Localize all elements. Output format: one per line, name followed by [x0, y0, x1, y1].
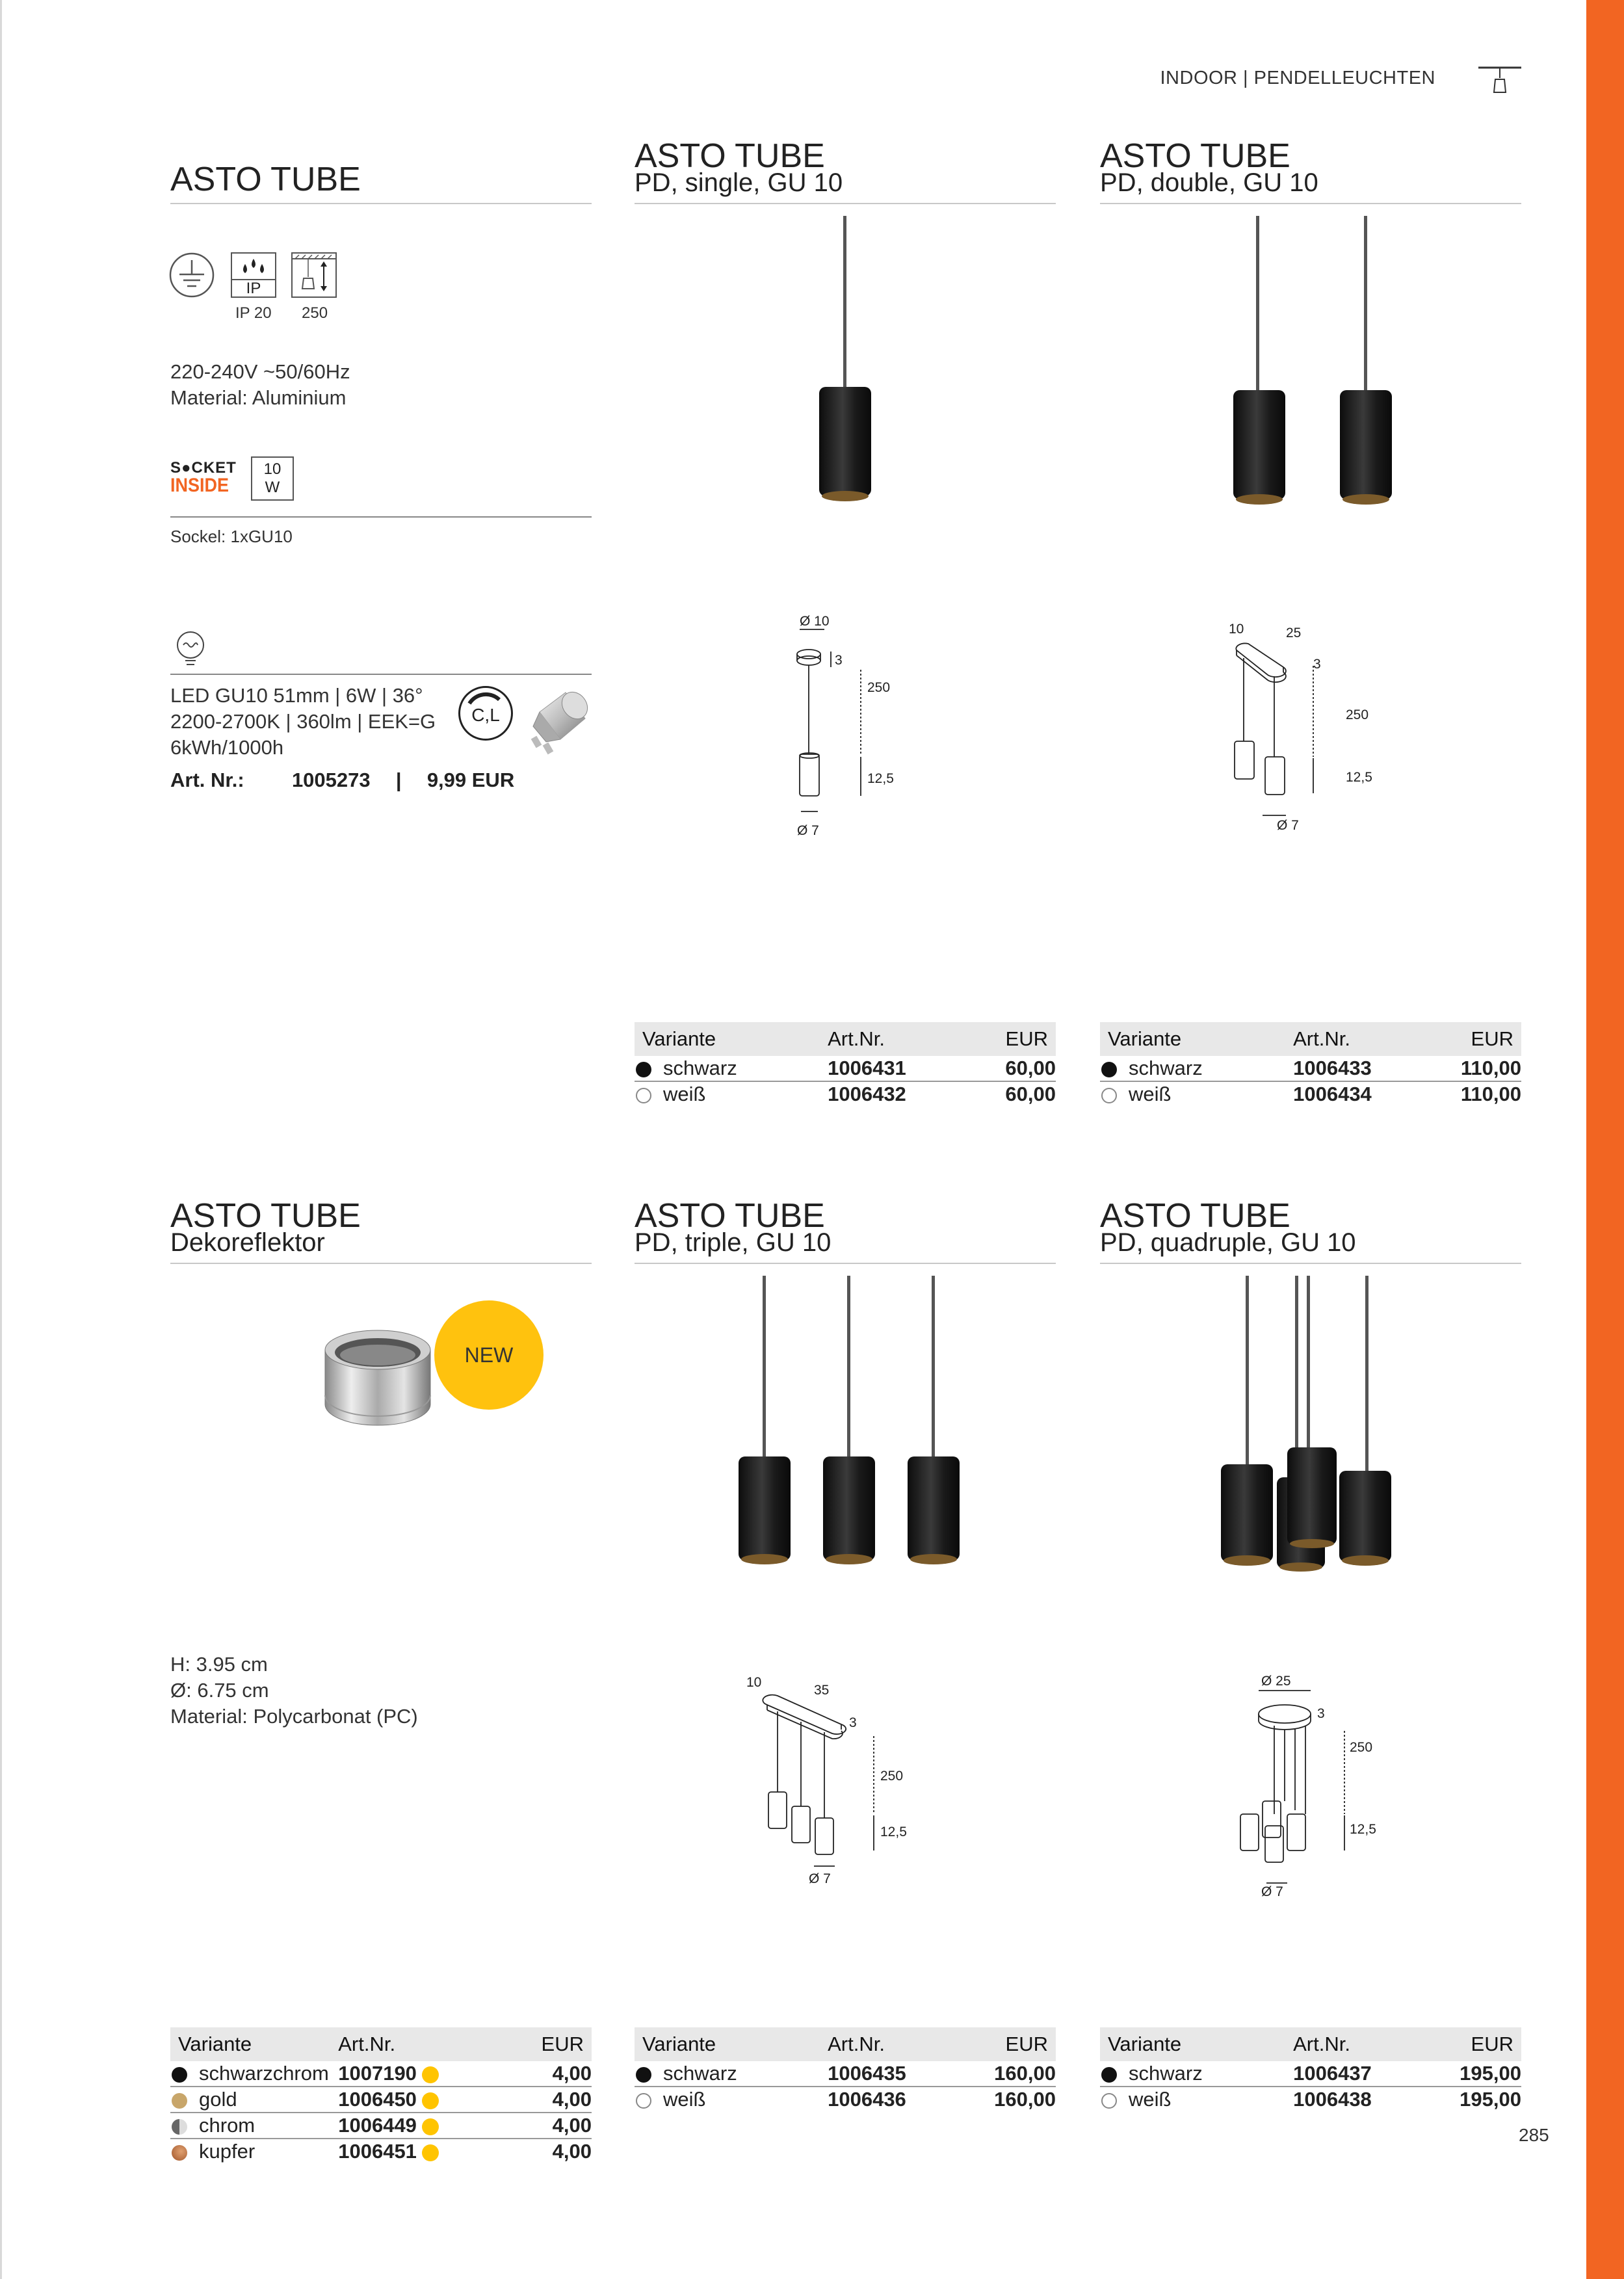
pendant-single-photo	[813, 215, 878, 507]
art-price: 9,99 EUR	[426, 769, 515, 791]
divider	[170, 516, 592, 518]
ip-label: IP	[232, 279, 275, 297]
new-marker	[422, 2118, 439, 2135]
ip-rating-icon	[231, 252, 276, 298]
socket-logo-bottom: INSIDE	[170, 475, 229, 496]
divider	[1100, 203, 1521, 204]
socket-watt-top: 10	[263, 460, 282, 478]
col-eur: EUR	[1412, 2027, 1522, 2061]
divider	[170, 1263, 592, 1264]
socket-logo-top: S●CKET	[170, 459, 237, 477]
spec-material: Material: Polycarbonat (PC)	[170, 1705, 418, 1728]
art-number: 1006436	[828, 2088, 906, 2111]
deko-subtitle: Dekoreflektor	[170, 1228, 325, 1257]
single-variant-table	[635, 1022, 1056, 1107]
deko-variant-table	[170, 2027, 592, 2164]
col-variante: Variante	[635, 1022, 820, 1056]
single-dimension-drawing	[780, 605, 910, 839]
col-artnr: Art.Nr.	[1285, 1022, 1411, 1056]
col-eur: EUR	[947, 1022, 1056, 1056]
divider	[170, 203, 592, 204]
lamp-article-row	[170, 767, 514, 793]
color-swatch	[636, 2067, 651, 2083]
new-marker	[422, 2092, 439, 2109]
lamp-spec-line: 2200-2700K | 360lm | EEK=G	[170, 710, 436, 733]
col-eur: EUR	[1412, 1022, 1522, 1056]
dim-d-top: Ø 10	[800, 614, 830, 629]
price: 4,00	[490, 2113, 592, 2139]
table-row	[635, 1081, 1056, 1107]
dim-d-top: Ø 25	[1261, 1674, 1291, 1689]
deko-specs	[170, 1652, 418, 1730]
color-swatch	[1101, 1062, 1117, 1077]
dim-length: 250	[867, 680, 891, 695]
art-number: 1006435	[820, 2061, 946, 2087]
price: 160,00	[947, 2061, 1056, 2087]
dim-length: 250	[1350, 1740, 1373, 1755]
quadruple-subtitle: PD, quadruple, GU 10	[1100, 1228, 1356, 1257]
variant-name: gold	[199, 2088, 237, 2111]
col-artnr: Art.Nr.	[820, 1022, 946, 1056]
price: 4,00	[552, 2140, 592, 2163]
dekoreflektor-photo	[316, 1324, 439, 1447]
cable-length-icon	[291, 252, 337, 298]
price: 60,00	[1005, 1083, 1056, 1105]
dim-h-canopy: 3	[835, 653, 843, 668]
art-separator: |	[395, 769, 402, 791]
page-number: 285	[1519, 2125, 1549, 2145]
col-variante: Variante	[170, 2027, 330, 2061]
col-artnr: Art.Nr.	[1285, 2027, 1411, 2061]
pendant-quadruple-photo	[1216, 1274, 1404, 1574]
single-subtitle: PD, single, GU 10	[635, 168, 843, 197]
intro-specs	[170, 359, 350, 411]
art-number: 1007190	[338, 2062, 417, 2085]
art-number: 1006433	[1285, 1056, 1411, 1081]
variant-name: schwarz	[1129, 2062, 1203, 2085]
col-eur: EUR	[490, 2027, 592, 2061]
variant-name: schwarz	[663, 2062, 737, 2085]
socket-watt-box	[251, 456, 294, 501]
art-number: 1005273	[291, 769, 371, 791]
dim-d-head: Ø 7	[797, 823, 819, 838]
dim-h-head: 12,5	[880, 1825, 907, 1839]
divider	[170, 674, 592, 675]
pendant-triple-photo	[735, 1274, 962, 1567]
pendant-double-photo	[1222, 215, 1398, 507]
divider	[635, 203, 1056, 204]
art-number: 1006437	[1285, 2061, 1411, 2087]
table-row	[635, 2061, 1056, 2087]
dim-h-head: 12,5	[1350, 1822, 1376, 1837]
socket-watt-bottom: W	[265, 479, 280, 496]
variant-name: chrom	[199, 2114, 255, 2137]
color-swatch	[636, 1088, 651, 1103]
dim-h-head: 12,5	[867, 771, 894, 786]
color-swatch	[1101, 2067, 1117, 2083]
dim-h-canopy: 3	[1317, 1706, 1325, 1721]
price: 110,00	[1460, 1083, 1521, 1105]
dimmable-icon	[458, 686, 513, 741]
quadruple-title: ASTO TUBE	[1100, 1197, 1290, 1235]
col-eur: EUR	[947, 2027, 1056, 2061]
pendant-lamp-icon	[1477, 64, 1523, 103]
color-swatch	[172, 2119, 187, 2135]
lamp-specs	[170, 683, 436, 761]
dim-length: 250	[880, 1769, 904, 1784]
table-row	[170, 2087, 592, 2113]
socket-text: Sockel: 1xGU10	[170, 527, 293, 546]
art-number: 1006432	[828, 1083, 906, 1105]
color-swatch	[636, 1062, 651, 1077]
ip-value: IP 20	[235, 304, 272, 322]
table-row	[1100, 1056, 1521, 1081]
price: 60,00	[947, 1056, 1056, 1081]
dim-a: 10	[746, 1675, 762, 1690]
color-swatch	[172, 2067, 187, 2083]
socket-inside-logo	[170, 460, 235, 495]
new-marker	[422, 2144, 439, 2161]
breadcrumb: INDOOR | PENDELLEUCHTEN	[1160, 68, 1435, 88]
table-row	[1100, 1081, 1521, 1107]
table-row	[170, 2061, 592, 2087]
dim-a: 10	[1229, 622, 1244, 637]
price: 195,00	[1412, 2061, 1522, 2087]
dim-label: C,L	[471, 705, 500, 725]
double-dimension-drawing	[1222, 614, 1404, 841]
height-value: 250	[302, 304, 328, 322]
dim-h-canopy: 3	[849, 1715, 857, 1730]
art-number: 1006451	[338, 2140, 417, 2163]
triple-dimension-drawing	[741, 1671, 936, 1899]
chapter-tab-bar	[1586, 0, 1624, 2279]
color-swatch	[636, 2093, 651, 2109]
col-variante: Variante	[1100, 2027, 1285, 2061]
color-swatch	[172, 2145, 187, 2161]
variant-name: schwarz	[663, 1057, 737, 1079]
spec-diameter: Ø: 6.75 cm	[170, 1679, 269, 1702]
single-title: ASTO TUBE	[635, 137, 825, 175]
price: 195,00	[1460, 2088, 1521, 2111]
gu10-bulb-photo	[520, 686, 592, 757]
quadruple-variant-table	[1100, 2027, 1521, 2112]
table-row	[170, 2139, 592, 2164]
price: 4,00	[490, 2087, 592, 2113]
variant-name: weiß	[663, 2088, 706, 2111]
col-artnr: Art.Nr.	[330, 2027, 490, 2061]
new-marker	[422, 2066, 439, 2083]
dim-d-head: Ø 7	[1261, 1884, 1283, 1899]
quadruple-dimension-drawing	[1222, 1671, 1404, 1912]
dim-length: 250	[1346, 707, 1369, 722]
triple-subtitle: PD, triple, GU 10	[635, 1228, 832, 1257]
intro-title: ASTO TUBE	[170, 161, 361, 198]
new-badge: NEW	[434, 1300, 544, 1410]
spec-height: H: 3.95 cm	[170, 1653, 268, 1676]
page-edge	[0, 0, 2, 2279]
price: 110,00	[1412, 1056, 1522, 1081]
color-swatch	[172, 2093, 187, 2109]
color-swatch	[1101, 1088, 1117, 1103]
art-number: 1006450	[338, 2088, 417, 2111]
variant-name: schwarz	[1129, 1057, 1203, 1079]
variant-name: kupfer	[199, 2140, 255, 2163]
table-row	[1100, 2087, 1521, 2112]
dim-b: 35	[814, 1683, 830, 1698]
variant-name: schwarzchrom	[199, 2062, 329, 2085]
variant-name: weiß	[663, 1083, 706, 1105]
deko-title: ASTO TUBE	[170, 1197, 361, 1235]
triple-variant-table	[635, 2027, 1056, 2112]
double-title: ASTO TUBE	[1100, 137, 1290, 175]
art-label: Art. Nr.:	[170, 769, 244, 791]
lamp-spec-line: LED GU10 51mm | 6W | 36°	[170, 684, 423, 707]
dim-b: 25	[1286, 626, 1302, 640]
dim-d-head: Ø 7	[809, 1871, 831, 1886]
col-artnr: Art.Nr.	[820, 2027, 946, 2061]
lamp-spec-line: 6kWh/1000h	[170, 736, 284, 759]
table-row	[1100, 2061, 1521, 2087]
art-number: 1006431	[820, 1056, 946, 1081]
dim-h-head: 12,5	[1346, 770, 1372, 785]
dim-d-head: Ø 7	[1277, 818, 1299, 833]
triple-title: ASTO TUBE	[635, 1197, 825, 1235]
double-variant-table	[1100, 1022, 1521, 1107]
price: 4,00	[490, 2061, 592, 2087]
lamp-bulb-icon	[174, 631, 207, 667]
art-number: 1006438	[1293, 2088, 1372, 2111]
spec-material: Material: Aluminium	[170, 386, 347, 409]
table-row	[635, 2087, 1056, 2112]
col-variante: Variante	[1100, 1022, 1285, 1056]
divider	[635, 1263, 1056, 1264]
col-variante: Variante	[635, 2027, 820, 2061]
divider	[1100, 1263, 1521, 1264]
variant-name: weiß	[1129, 1083, 1172, 1105]
protection-class-icon	[168, 251, 216, 299]
price: 160,00	[994, 2088, 1056, 2111]
dim-h-canopy: 3	[1313, 657, 1321, 672]
variant-name: weiß	[1129, 2088, 1172, 2111]
art-number: 1006434	[1293, 1083, 1372, 1105]
art-number: 1006449	[338, 2114, 417, 2137]
double-subtitle: PD, double, GU 10	[1100, 168, 1318, 197]
spec-voltage: 220-240V ~50/60Hz	[170, 360, 350, 383]
table-row	[635, 1056, 1056, 1081]
color-swatch	[1101, 2093, 1117, 2109]
table-row	[170, 2113, 592, 2139]
